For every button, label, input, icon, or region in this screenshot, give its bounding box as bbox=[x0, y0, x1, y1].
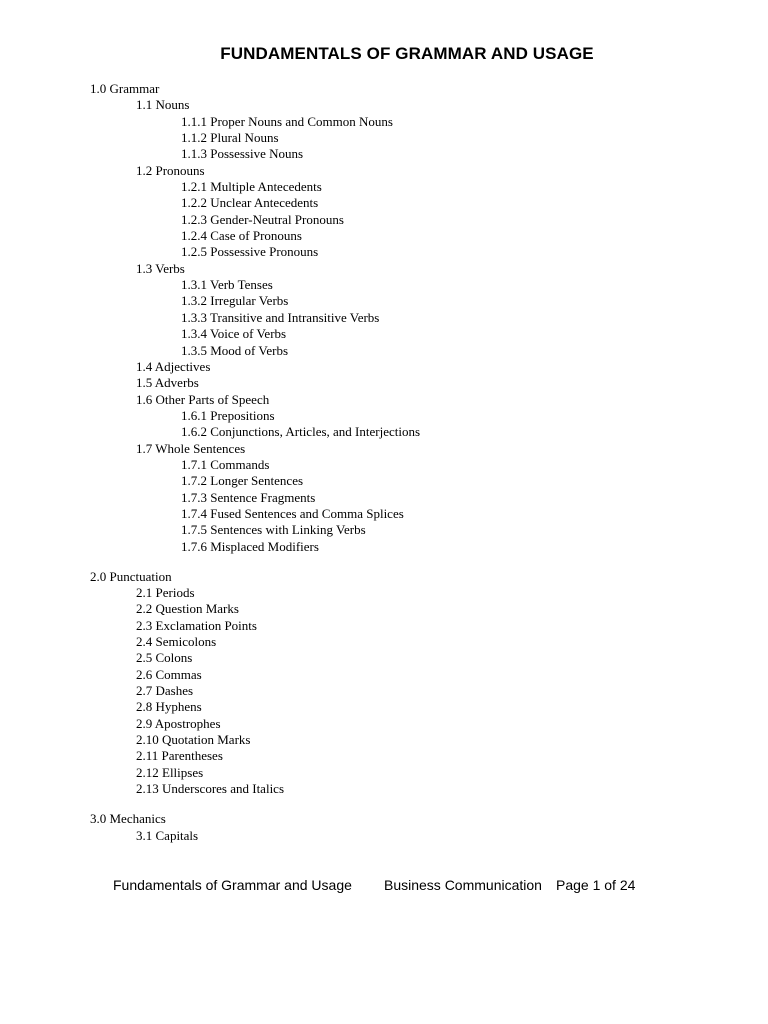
toc-subsection: 2.6 Commas bbox=[136, 666, 202, 682]
toc-subsubsection: 1.3.2 Irregular Verbs bbox=[181, 293, 289, 309]
toc-subsection: 1.6 Other Parts of Speech bbox=[136, 391, 270, 407]
toc-subsection: 2.3 Exclamation Points bbox=[136, 617, 257, 633]
toc-subsubsection: 1.2.4 Case of Pronouns bbox=[181, 228, 302, 244]
toc-subsubsection: 1.2.3 Gender-Neutral Pronouns bbox=[181, 211, 344, 227]
toc-subsubsection: 1.1.3 Possessive Nouns bbox=[181, 146, 304, 162]
toc-subsection: 2.5 Colons bbox=[136, 650, 193, 666]
toc-subsubsection: 1.6.1 Prepositions bbox=[181, 407, 275, 423]
toc-subsubsection: 1.7.2 Longer Sentences bbox=[181, 473, 304, 489]
toc-subsubsection: 1.3.5 Mood of Verbs bbox=[181, 342, 289, 358]
toc-subsubsection: 1.6.2 Conjunctions, Articles, and Interjections bbox=[181, 424, 421, 440]
toc-subsubsection: 1.3.4 Voice of Verbs bbox=[181, 326, 287, 342]
toc-subsection: 2.7 Dashes bbox=[136, 683, 194, 699]
toc-subsubsection: 1.7.3 Sentence Fragments bbox=[181, 489, 316, 505]
toc-subsubsection: 1.3.1 Verb Tenses bbox=[181, 277, 273, 293]
toc-subsection: 1.3 Verbs bbox=[136, 260, 185, 276]
toc-subsubsection: 1.3.3 Transitive and Intransitive Verbs bbox=[181, 309, 380, 325]
toc-subsection: 2.11 Parentheses bbox=[136, 748, 223, 764]
footer-page-number: Page 1 of 24 bbox=[556, 877, 636, 893]
toc-subsubsection: 1.7.4 Fused Sentences and Comma Splices bbox=[181, 505, 404, 521]
toc-section: 1.0 Grammar bbox=[90, 81, 160, 96]
toc-subsection: 2.1 Periods bbox=[136, 585, 195, 600]
toc-subsection: 3.1 Capitals bbox=[136, 827, 199, 843]
footer-course-name: Business Communication bbox=[384, 877, 542, 893]
toc-subsection: 2.2 Question Marks bbox=[136, 601, 239, 617]
toc-subsection: 1.1 Nouns bbox=[136, 97, 190, 113]
toc-subsection: 2.13 Underscores and Italics bbox=[136, 781, 285, 797]
toc-subsection: 1.7 Whole Sentences bbox=[136, 440, 246, 456]
toc-section: 2.0 Punctuation bbox=[90, 568, 172, 584]
footer-document-title: Fundamentals of Grammar and Usage bbox=[113, 877, 352, 893]
toc-subsection: 2.9 Apostrophes bbox=[136, 715, 221, 731]
toc-subsection: 1.5 Adverbs bbox=[136, 375, 199, 391]
toc-subsubsection: 1.1.1 Proper Nouns and Common Nouns bbox=[181, 113, 393, 129]
table-of-contents bbox=[0, 81, 768, 844]
toc-subsubsection: 1.7.5 Sentences with Linking Verbs bbox=[181, 522, 366, 538]
page-title: FUNDAMENTALS OF GRAMMAR AND USAGE bbox=[220, 44, 594, 63]
toc-subsubsection: 1.7.6 Misplaced Modifiers bbox=[181, 538, 319, 554]
toc-subsection: 2.12 Ellipses bbox=[136, 764, 204, 780]
toc-subsection: 1.2 Pronouns bbox=[136, 162, 205, 178]
page-footer bbox=[0, 876, 768, 894]
toc-section: 3.0 Mechanics bbox=[90, 811, 166, 827]
toc-subsubsection: 1.1.2 Plural Nouns bbox=[181, 130, 279, 146]
toc-subsection: 2.4 Semicolons bbox=[136, 634, 217, 650]
toc-subsubsection: 1.2.5 Possessive Pronouns bbox=[181, 244, 319, 260]
toc-subsubsection: 1.2.1 Multiple Antecedents bbox=[181, 179, 322, 195]
toc-subsubsection: 1.7.1 Commands bbox=[181, 456, 270, 472]
toc-subsection: 1.4 Adjectives bbox=[136, 358, 211, 374]
toc-subsection: 2.10 Quotation Marks bbox=[136, 732, 251, 748]
toc-subsubsection: 1.2.2 Unclear Antecedents bbox=[181, 195, 319, 211]
toc-subsection: 2.8 Hyphens bbox=[136, 699, 202, 715]
